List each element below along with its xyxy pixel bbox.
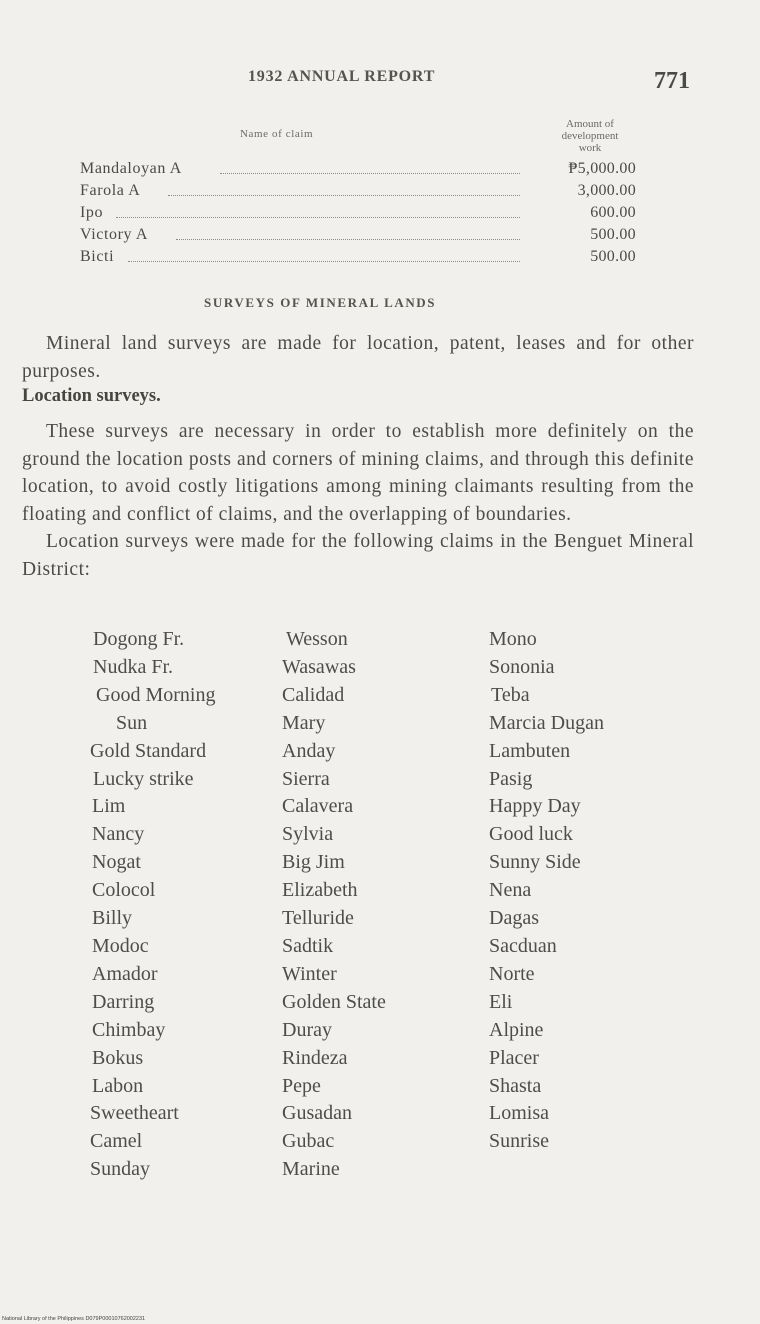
table-row — [80, 226, 640, 248]
claim-amount: 500.00 — [590, 248, 636, 265]
list-item: Mary — [282, 711, 326, 734]
list-item: Dogong Fr. — [93, 628, 185, 650]
dot-leader — [128, 261, 520, 262]
claim-name: Victory A — [80, 226, 148, 243]
list-item: Bokus — [92, 1046, 144, 1069]
amount-header — [554, 118, 626, 154]
list-item: Big Jim — [282, 851, 345, 874]
dot-leader — [168, 195, 520, 196]
list-item: Lambuten — [489, 739, 571, 762]
list-item: Lim — [92, 795, 126, 818]
list-item: Labon — [92, 1074, 144, 1097]
list-item: Winter — [282, 962, 337, 985]
dot-leader — [220, 173, 520, 174]
list-item: Shasta — [489, 1074, 542, 1097]
list-item: Marcia Dugan — [489, 711, 604, 734]
scan-credit: National Library of the Philippines D079P00010762002231 — [2, 1316, 146, 1322]
list-item: Happy Day — [489, 795, 581, 818]
list-item: Pepe — [282, 1074, 321, 1097]
section-heading: SURVEYS OF MINERAL LANDS — [204, 295, 437, 310]
intro-paragraph — [22, 330, 694, 385]
claims-list-column-1 — [90, 626, 215, 1184]
list-item: Pasig — [489, 767, 533, 790]
claims-list-column-2 — [282, 626, 386, 1184]
claim-amount: 3,000.00 — [577, 182, 636, 199]
paragraph-text: These surveys are necessary in order to establish more definitely on the ground the location posts and corners of mining claims, and through this definite location, to avoid costly litigations among mining claimants resulting from the floating and conflict of claims, and the overlapping of boundaries. — [22, 421, 694, 525]
list-item: Nogat — [92, 851, 141, 874]
running-header: 1932 ANNUAL REPORT — [248, 68, 436, 85]
claim-amount: 500.00 — [590, 226, 636, 243]
list-item: Wasawas — [282, 655, 356, 678]
list-item: Gubac — [282, 1130, 335, 1153]
claim-amount: 600.00 — [590, 204, 636, 221]
list-item: Nancy — [92, 823, 145, 846]
list-item: Dagas — [489, 907, 539, 930]
list-item: Eli — [489, 990, 513, 1013]
list-item: Rindeza — [282, 1046, 348, 1069]
claim-name-header: Name of claim — [240, 128, 314, 140]
amount-header-line: development — [561, 130, 619, 142]
list-item: Alpine — [489, 1018, 544, 1041]
list-item: Camel — [90, 1130, 143, 1153]
list-item: Chimbay — [92, 1018, 166, 1041]
table-row — [80, 248, 640, 270]
claim-amount: ₱5,000.00 — [568, 160, 636, 177]
list-item: Modoc — [92, 934, 149, 957]
list-item: Golden State — [282, 990, 386, 1013]
amount-header-line: Amount of — [566, 118, 614, 130]
page-number: 771 — [654, 68, 690, 94]
list-item: Wesson — [286, 628, 348, 650]
list-item: Elizabeth — [282, 879, 358, 902]
list-item: Sunny Side — [489, 851, 581, 874]
list-item: Sunday — [90, 1158, 150, 1181]
list-item: Telluride — [282, 907, 354, 930]
subheading: Location surveys. — [22, 386, 161, 406]
dot-leader — [176, 239, 520, 240]
list-item: Sierra — [282, 767, 330, 790]
list-item: Sunrise — [489, 1130, 549, 1153]
list-item: Sweetheart — [90, 1102, 179, 1125]
list-item: Duray — [282, 1018, 332, 1041]
claim-name: Ipo — [80, 204, 104, 221]
list-item: Billy — [92, 907, 133, 930]
list-item: Lucky strike — [93, 767, 194, 790]
list-item: Anday — [282, 739, 336, 762]
list-item: Gusadan — [282, 1102, 352, 1125]
claim-name: Mandaloyan A — [80, 160, 182, 177]
list-item: Nena — [489, 879, 532, 902]
list-item: Mono — [489, 628, 537, 650]
dot-leader — [116, 217, 520, 218]
list-item: Gold Standard — [90, 739, 207, 762]
claim-name: Bicti — [80, 248, 115, 265]
list-item: Sacduan — [489, 934, 557, 957]
list-item: Nudka Fr. — [93, 655, 173, 678]
claim-name: Farola A — [80, 182, 141, 199]
claims-list-column-3 — [489, 626, 604, 1156]
body-text — [22, 418, 694, 583]
list-item: Sylvia — [282, 823, 334, 846]
list-item: Colocol — [92, 879, 156, 902]
table-row — [80, 160, 640, 182]
list-item: Sun — [116, 711, 148, 734]
list-item: Calavera — [282, 795, 354, 818]
list-item: Norte — [489, 962, 535, 985]
table-row — [80, 182, 640, 204]
list-item: Calidad — [282, 683, 345, 706]
list-item: Good luck — [489, 823, 573, 846]
list-item: Lomisa — [489, 1102, 549, 1125]
amount-header-line: work — [578, 142, 602, 154]
list-item: Darring — [92, 990, 155, 1013]
list-item: Teba — [491, 683, 530, 706]
list-item: Sononia — [489, 655, 555, 678]
list-item: Amador — [92, 962, 158, 985]
list-item: Good Morning — [96, 683, 216, 706]
list-item: Marine — [282, 1158, 340, 1181]
table-row — [80, 204, 640, 226]
list-item: Placer — [489, 1046, 539, 1069]
paragraph-text: Location surveys were made for the following claims in the Benguet Mineral District: — [22, 531, 694, 580]
list-item: Sadtik — [282, 934, 334, 957]
paragraph-text: Mineral land surveys are made for location, patent, leases and for other purposes. — [22, 333, 694, 382]
